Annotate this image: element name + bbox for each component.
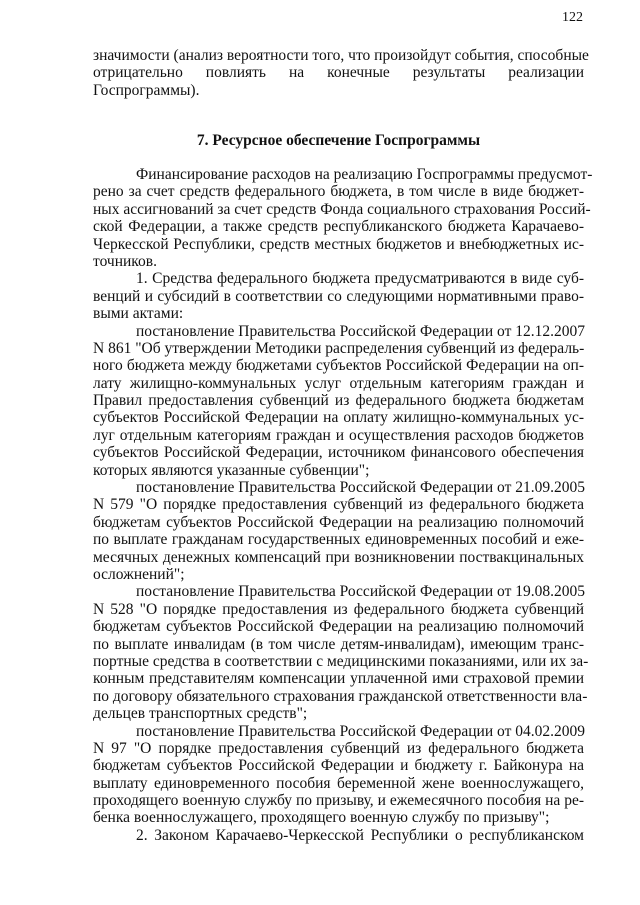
- text-line: точников.: [93, 252, 157, 270]
- text-line: лату жилищно-коммунальных услуг отдельным категориям граждан и: [93, 374, 584, 392]
- text-line: значимости (анализ вероятности того, что произойдут события, способные: [93, 47, 589, 64]
- text-line: ных ассигнований за счет средств Фонда социального страхования Россий-: [93, 200, 591, 218]
- text-line: 1. Средства федерального бюджета предусматриваются в виде суб-: [136, 270, 584, 288]
- text-line: конным представителям компенсации уплаченной ими страховой премии: [93, 670, 584, 688]
- intro-paragraph: [93, 47, 589, 99]
- section-heading: 7. Ресурсное обеспечение Госпрограммы: [196, 132, 481, 149]
- text-line: венций и субсидий в соответствии со следующими нормативными право-: [93, 287, 584, 305]
- text-line: субъектов Российской Федерации на оплату жилищно-коммунальных ус-: [93, 409, 584, 427]
- text-line: Правил предоставления субвенций из федерального бюджета бюджетам: [93, 392, 584, 410]
- text-line: отрицательно повлиять на конечные результаты реализации: [93, 64, 584, 82]
- text-line: Финансирование расходов на реализацию Госпрограммы предусмот-: [136, 166, 593, 183]
- text-line: постановление Правительства Российской Федерации от 04.02.2009: [136, 722, 585, 740]
- text-line: N 528 "О порядке предоставления из федерального бюджета субвенций: [93, 600, 584, 618]
- text-line: проходящего военную службу по призыву, и ежемесячного пособия на ре-: [93, 792, 584, 810]
- text-line: постановление Правительства Российской Федерации от 19.08.2005: [136, 583, 585, 601]
- page-number: 122: [562, 10, 583, 25]
- text-line: N 97 "О порядке предоставления субвенций из федерального бюджета: [93, 739, 584, 757]
- text-line: портные средства в соответствии с медицинскими показаниями, или их за-: [93, 652, 589, 670]
- text-line: дельцев транспортных средств";: [93, 705, 308, 723]
- text-line: N 579 "О порядке предоставления субвенций из федерального бюджета: [93, 496, 584, 514]
- text-line: осложнений";: [93, 565, 185, 583]
- text-line: бюджетам субъектов Российской Федерации и бюджету г. Байконура на: [93, 757, 584, 775]
- text-line: по выплате гражданам государственных единовременных пособий и еже-: [93, 531, 584, 549]
- text-line: по выплате инвалидам (в том числе детям-инвалидам), имеющим транс-: [93, 635, 584, 653]
- text-line: ской Федерации, а также средств республиканского бюджета Карачаево-: [93, 218, 584, 236]
- text-line: по договору обязательного страхования гражданской ответственности вла-: [93, 687, 588, 705]
- text-line: субъектов Российской Федерации, источником финансового обеспечения: [93, 444, 584, 462]
- text-line: месячных денежных компенсаций при возникновении поствакцинальных: [93, 548, 584, 566]
- text-line: N 861 "Об утверждении Методики распределения субвенций из федераль-: [93, 339, 585, 357]
- text-line: Госпрограммы).: [93, 81, 200, 99]
- text-line: бенка военнослужащего, проходящего военную службу по призыву";: [93, 809, 550, 827]
- text-line: ного бюджета между бюджетами субъектов Российской Федерации на оп-: [93, 357, 584, 375]
- text-line: рено за счет средств федерального бюджета, в том числе в виде бюджет-: [93, 183, 584, 201]
- text-line: постановление Правительства Российской Федерации от 21.09.2005: [136, 479, 585, 497]
- text-line: Черкесской Республики, средств местных бюджетов и внебюджетных ис-: [93, 235, 584, 253]
- text-line: выплату единовременного пособия беременной жене военнослужащего,: [93, 774, 584, 792]
- text-line: бюджетам субъектов Российской Федерации на реализацию полномочий: [93, 513, 584, 531]
- text-line: 2. Законом Карачаево-Черкесской Республики о республиканском: [136, 826, 584, 844]
- body-text: [93, 166, 593, 844]
- text-line: бюджетам субъектов Российской Федерации на реализацию полномочий: [93, 618, 584, 636]
- text-line: которых являются указанные субвенции";: [93, 461, 370, 479]
- text-line: выми актами:: [93, 305, 184, 323]
- text-line: постановление Правительства Российской Федерации от 12.12.2007: [136, 322, 585, 340]
- text-line: луг отдельным категориям граждан и осуществления расходов бюджетов: [93, 426, 584, 444]
